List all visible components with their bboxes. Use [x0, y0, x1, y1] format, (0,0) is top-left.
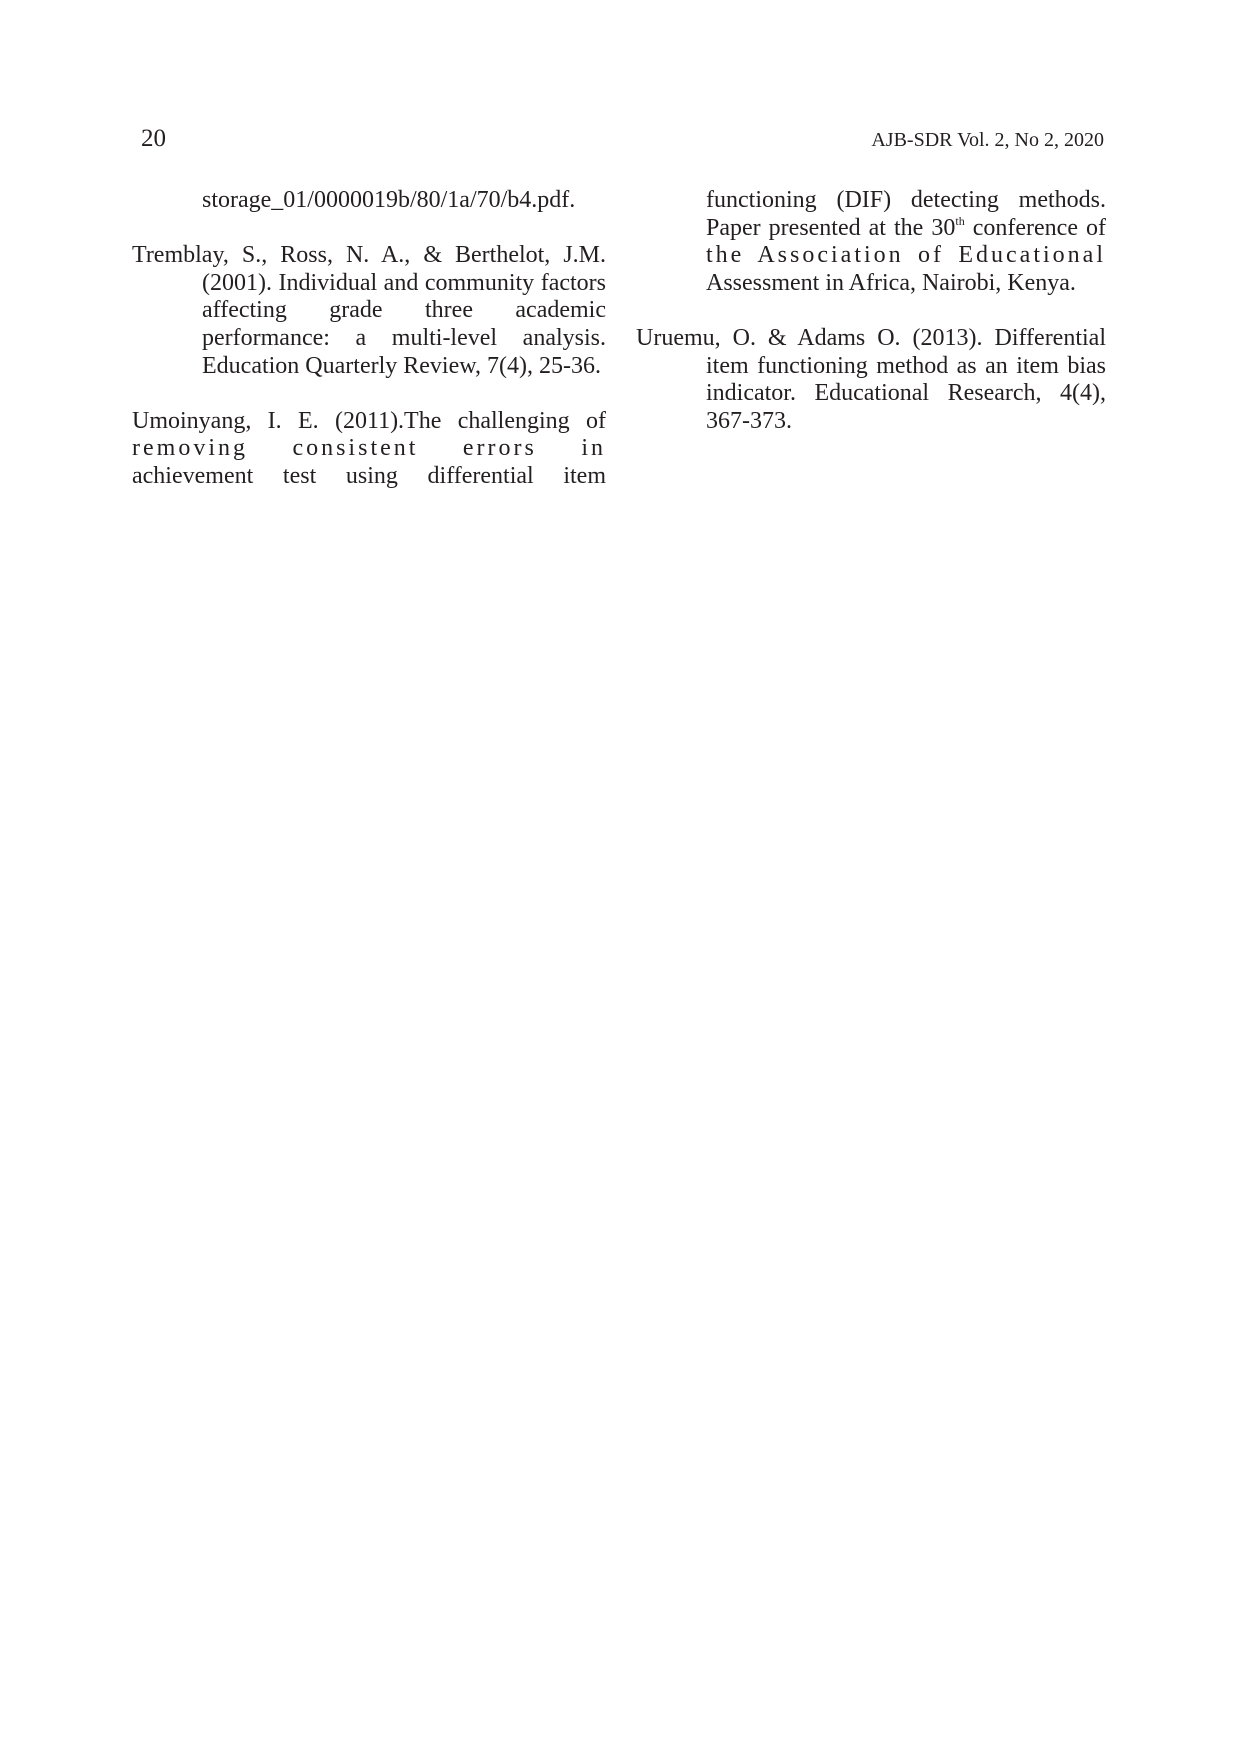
- reference-continuation-url: storage_01/0000019b/80/1a/70/b4.pdf.: [202, 187, 576, 213]
- reference-umoinyang-line-1: Umoinyang, I. E. (2011).The challenging of: [132, 407, 606, 434]
- reference-uruemu: Uruemu, O. & Adams O. (2013). Differential item functioning method as an item bias indicator. Educational Research, 4(4), 367-373.: [636, 324, 1106, 434]
- umoinyang-cont-line-3: the Association of Educational: [706, 242, 1106, 269]
- reference-umoinyang: [132, 408, 606, 491]
- references-right-column: [636, 187, 1106, 463]
- umoinyang-cont-line-2: [706, 215, 1106, 243]
- ordinal-superscript: th: [955, 213, 965, 228]
- umoinyang-cont-line-4: Assessment in Africa, Nairobi, Kenya.: [706, 269, 1076, 296]
- umoinyang-cont-line-2-text: Paper presented at the 30: [706, 214, 956, 241]
- page-number: 20: [141, 125, 166, 152]
- reference-umoinyang-line-2: removing consistent errors in: [132, 435, 606, 462]
- umoinyang-cont-line-1: functioning (DIF) detecting methods.: [706, 187, 1106, 213]
- reference-umoinyang-line-3: achievement test using differential item: [132, 462, 606, 489]
- references-left-column: [132, 187, 606, 518]
- reference-umoinyang-continuation: [636, 187, 1106, 297]
- reference-tremblay: Tremblay, S., Ross, N. A., & Berthelot, J.M. (2001). Individual and community factors affecting grade three academic performance: a multi-level analysis. Education Quarterly Review, 7(4), 25-36.: [132, 242, 606, 379]
- umoinyang-cont-line-2-end: conference of: [964, 214, 1106, 241]
- running-head: AJB-SDR Vol. 2, No 2, 2020: [871, 129, 1104, 151]
